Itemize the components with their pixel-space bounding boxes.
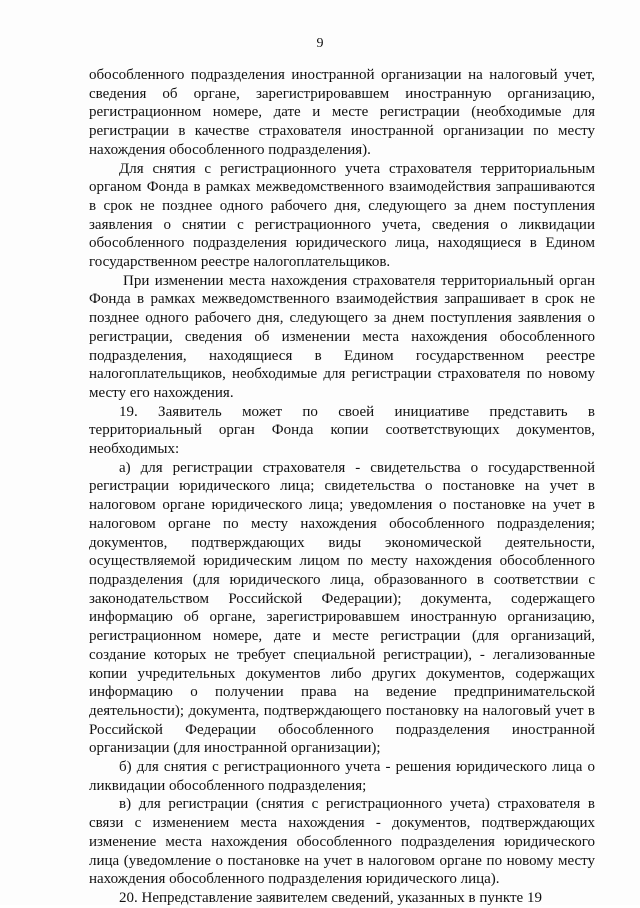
paragraph-location-change: При изменении места нахождения страхователя территориальный орган Фонда в рамках межведомственного взаимодействия запрашивает в срок не позднее одного рабочего дня, следующего за днем поступления заявления о регистрации, сведения об изменении места нахождения обособленного подразделения, находящиеся в Едином государственном реестре налогоплательщиков, необходимые для регистрации страхователя по новому месту его нахождения. xyxy=(89,272,595,401)
paragraph-deregistration-request: Для снятия с регистрационного учета страхователя территориальным органом Фонда в рамках межведомственного взаимодействия запрашиваются в срок не позднее одного рабочего дня, следующего за днем поступления заявления о снятии с регистрационного учета, сведения о ликвидации обособленного подразделения юридического лица, находящиеся в Едином государственном реестре налогоплательщиков. xyxy=(89,160,595,271)
paragraph-continuation: обособленного подразделения иностранной организации на налоговый учет, сведения об органе, зарегистрировавшем иностранную организацию, регистрационном номере, дате и месте регистрации (необходимые для регистрации в качестве страхователя иностранной организации по месту нахождения обособленного подразделения). xyxy=(89,67,595,158)
page-number: 9 xyxy=(316,36,324,51)
paragraph-item-19: 19. Заявитель может по своей инициативе представить в территориальный орган Фонда копии соответствующих документов, необходимых: xyxy=(89,403,595,458)
paragraph-item-19-v: в) для регистрации (снятия с регистрационного учета) страхователя в связи с изменением места нахождения - документов, подтверждающих изменение места нахождения обособленного подразделения юридического лица (уведомление о постановке на учет в налоговом органе по новому месту нахождения обособленного подразделения юридического лица). xyxy=(89,796,595,888)
paragraph-item-19-a: а) для регистрации страхователя - свидетельства о государственной регистрации юридического лица; свидетельства о постановке на учет в налоговом органе юридического лица; уведомления о постановке на учет в налоговом органе по месту нахождения обособленного подразделения; документов, подтверждающих виды экономической деятельности, осуществляемой юридическим лицом по месту нахождения обособленного подразделения (для юридического лица, образованного в соответствии с законодательством Российской Федерации); документа, содержащего информацию об органе, зарегистрировавшем иностранную организацию, регистрационном номере, дате и месте регистрации (для организаций, создание которых не требует специальной регистрации), - легализованные копии учредительных документов либо других документов, содержащих информацию о получении права на ведение предпринимательской деятельности); документа, подтверждающего постановку на налоговый учет в Российской Федерации обособленного подразделения иностранной организации (для иностранной организации); xyxy=(89,459,595,757)
paragraph-item-19-b: б) для снятия с регистрационного учета - решения юридического лица о ликвидации обособленного подразделения; xyxy=(89,759,595,794)
paragraph-item-20: 20. Непредставление заявителем сведений, указанных в пункте 19 xyxy=(119,889,542,906)
document-body xyxy=(89,66,595,908)
